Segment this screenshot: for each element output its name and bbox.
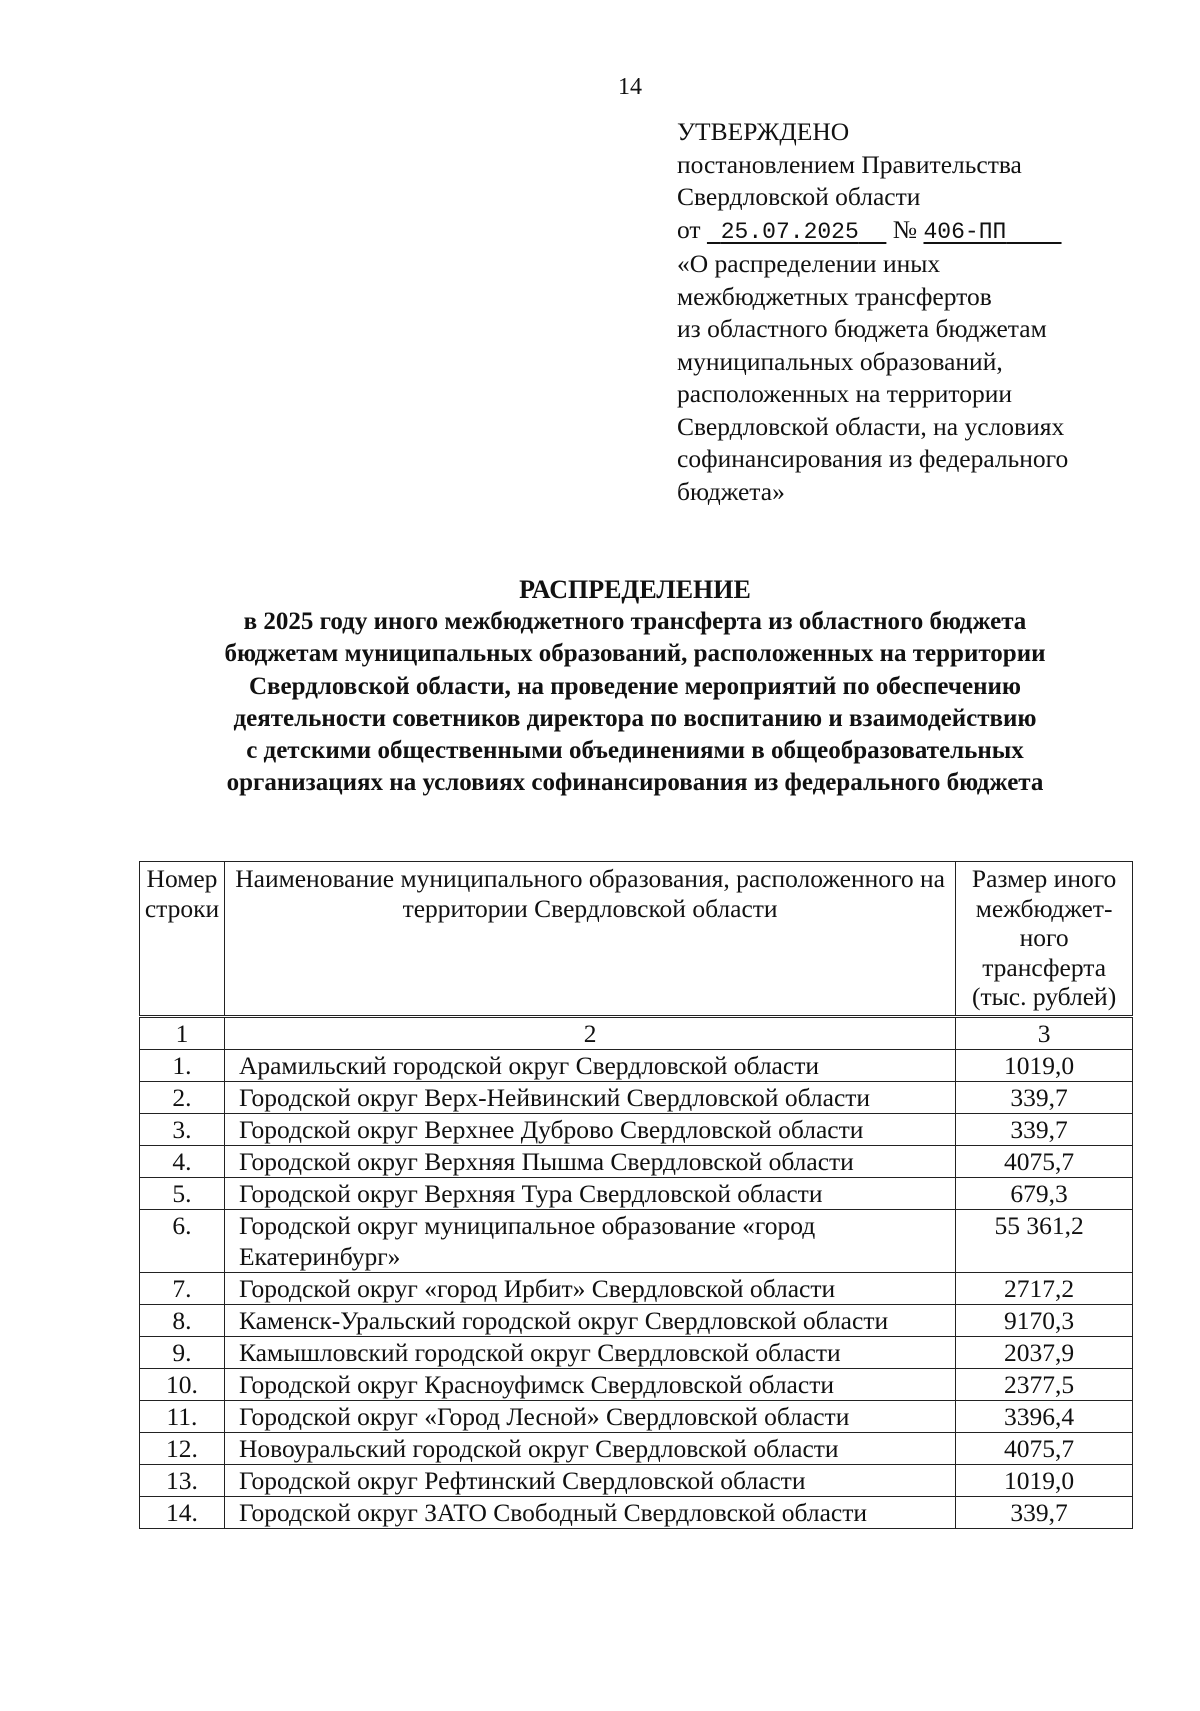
table-row — [140, 1272, 1133, 1304]
table-row — [140, 1432, 1133, 1464]
municipality-name: Городской округ Верхняя Тура Свердловской области — [224, 1177, 955, 1209]
row-number: 7. — [140, 1272, 225, 1304]
approval-title-line: из областного бюджета бюджетам — [677, 314, 1047, 343]
row-number: 9. — [140, 1336, 225, 1368]
approval-title-line: межбюджетных трансфертов — [677, 281, 992, 311]
page-number: 14 — [618, 74, 642, 100]
transfer-amount: 2717,2 — [956, 1272, 1133, 1304]
transfer-amount: 1019,0 — [956, 1049, 1133, 1081]
transfer-amount: 339,7 — [956, 1496, 1133, 1528]
distribution-table — [139, 861, 1133, 1529]
header-municipality: Наименование муниципального образования, расположенного на территории Свердловской области — [224, 862, 955, 1017]
heading-line: бюджетам муниципальных образований, расположенных на территории — [224, 640, 1046, 668]
municipality-name: Городской округ «Город Лесной» Свердловской области — [224, 1400, 955, 1432]
transfer-amount: 3396,4 — [956, 1400, 1133, 1432]
approval-heading: УТВЕРЖДЕНО — [677, 117, 850, 146]
approval-title-line: расположенных на территории — [677, 379, 1012, 408]
approval-line-2: Свердловской области — [677, 182, 921, 211]
municipality-name: Городской округ «город Ирбит» Свердловской области — [224, 1272, 955, 1304]
heading-line: Свердловской области, на проведение мероприятий по обеспечению — [248, 672, 1021, 700]
heading-line: с детскими общественными объединениями в общеобразовательных — [246, 737, 1024, 765]
row-number: 8. — [140, 1304, 225, 1336]
row-number: 14. — [140, 1496, 225, 1528]
approval-title-line: софинансирования из федерального — [677, 444, 1069, 473]
transfer-amount: 9170,3 — [956, 1304, 1133, 1336]
municipality-name: Городской округ Красноуфимск Свердловской области — [224, 1368, 955, 1400]
heading-line: в 2025 году иного межбюджетного трансферта из областного бюджета — [243, 608, 1027, 636]
municipality-name: Камышловский городской округ Свердловской области — [224, 1336, 955, 1368]
transfer-amount: 4075,7 — [956, 1432, 1133, 1464]
table-header-row — [140, 862, 1133, 1017]
municipality-name: Городской округ ЗАТО Свободный Свердловской области — [224, 1496, 955, 1528]
transfer-amount: 339,7 — [956, 1113, 1133, 1145]
municipality-name: Городской округ Верх-Нейвинский Свердловской области — [224, 1081, 955, 1113]
table-row — [140, 1113, 1133, 1145]
table-row — [140, 1081, 1133, 1113]
municipality-name: Городской округ Верхняя Пышма Свердловской области — [224, 1145, 955, 1177]
column-number: 3 — [956, 1016, 1133, 1049]
transfer-amount: 339,7 — [956, 1081, 1133, 1113]
table-row — [140, 1464, 1133, 1496]
table-row — [140, 1177, 1133, 1209]
column-number: 2 — [224, 1016, 955, 1049]
transfer-amount: 679,3 — [956, 1177, 1133, 1209]
row-number: 11. — [140, 1400, 225, 1432]
table-row — [140, 1304, 1133, 1336]
number-prefix: № — [892, 214, 918, 244]
municipality-name: Новоуральский городской округ Свердловской области — [224, 1432, 955, 1464]
heading-line: деятельности советников директора по воспитанию и взаимодействию — [233, 704, 1037, 732]
transfer-amount: 55 361,2 — [956, 1209, 1133, 1272]
approval-title-line: муниципальных образований, — [677, 346, 1003, 376]
table-row — [140, 1496, 1133, 1528]
approval-stamp — [677, 116, 1068, 508]
municipality-name: Арамильский городской округ Свердловской области — [224, 1049, 955, 1081]
row-number: 2. — [140, 1081, 225, 1113]
row-number: 12. — [140, 1432, 225, 1464]
table-row — [140, 1049, 1133, 1081]
document-heading — [0, 574, 1200, 799]
approval-date-line — [677, 214, 1068, 249]
header-row-number: Номер строки — [140, 862, 225, 1017]
document-title: РАСПРЕДЕЛЕНИЕ — [519, 575, 751, 604]
approval-date: 25.07.2025 — [720, 218, 859, 245]
table-row — [140, 1209, 1133, 1272]
row-number: 6. — [140, 1209, 225, 1272]
heading-line: организациях на условиях софинансирования из федерального бюджета — [226, 769, 1044, 797]
transfer-amount: 2037,9 — [956, 1336, 1133, 1368]
table-row — [140, 1368, 1133, 1400]
approval-title-line: бюджета» — [677, 476, 785, 506]
table-row — [140, 1400, 1133, 1432]
row-number: 10. — [140, 1368, 225, 1400]
transfer-amount: 1019,0 — [956, 1464, 1133, 1496]
approval-title-line: «О распределении иных — [677, 249, 941, 278]
municipality-name: Городской округ Верхнее Дуброво Свердловской области — [224, 1113, 955, 1145]
row-number: 13. — [140, 1464, 225, 1496]
column-number-row — [140, 1016, 1133, 1049]
row-number: 5. — [140, 1177, 225, 1209]
approval-number: 406-ПП — [923, 218, 1007, 245]
column-number: 1 — [140, 1016, 225, 1049]
table-row — [140, 1145, 1133, 1177]
row-number: 3. — [140, 1113, 225, 1145]
approval-title-line: Свердловской области, на условиях — [677, 411, 1065, 441]
date-prefix: от — [677, 214, 701, 244]
table-row — [140, 1336, 1133, 1368]
municipality-name: Городской округ муниципальное образование «город Екатеринбург» — [224, 1209, 955, 1272]
transfer-amount: 2377,5 — [956, 1368, 1133, 1400]
municipality-name: Городской округ Рефтинский Свердловской области — [224, 1464, 955, 1496]
transfer-amount: 4075,7 — [956, 1145, 1133, 1177]
header-amount: Размер иного межбюджет-ного трансферта (тыс. рублей) — [956, 862, 1133, 1017]
municipality-name: Каменск-Уральский городской округ Свердловской области — [224, 1304, 955, 1336]
approval-line-1: постановлением Правительства — [677, 149, 1022, 179]
row-number: 1. — [140, 1049, 225, 1081]
row-number: 4. — [140, 1145, 225, 1177]
